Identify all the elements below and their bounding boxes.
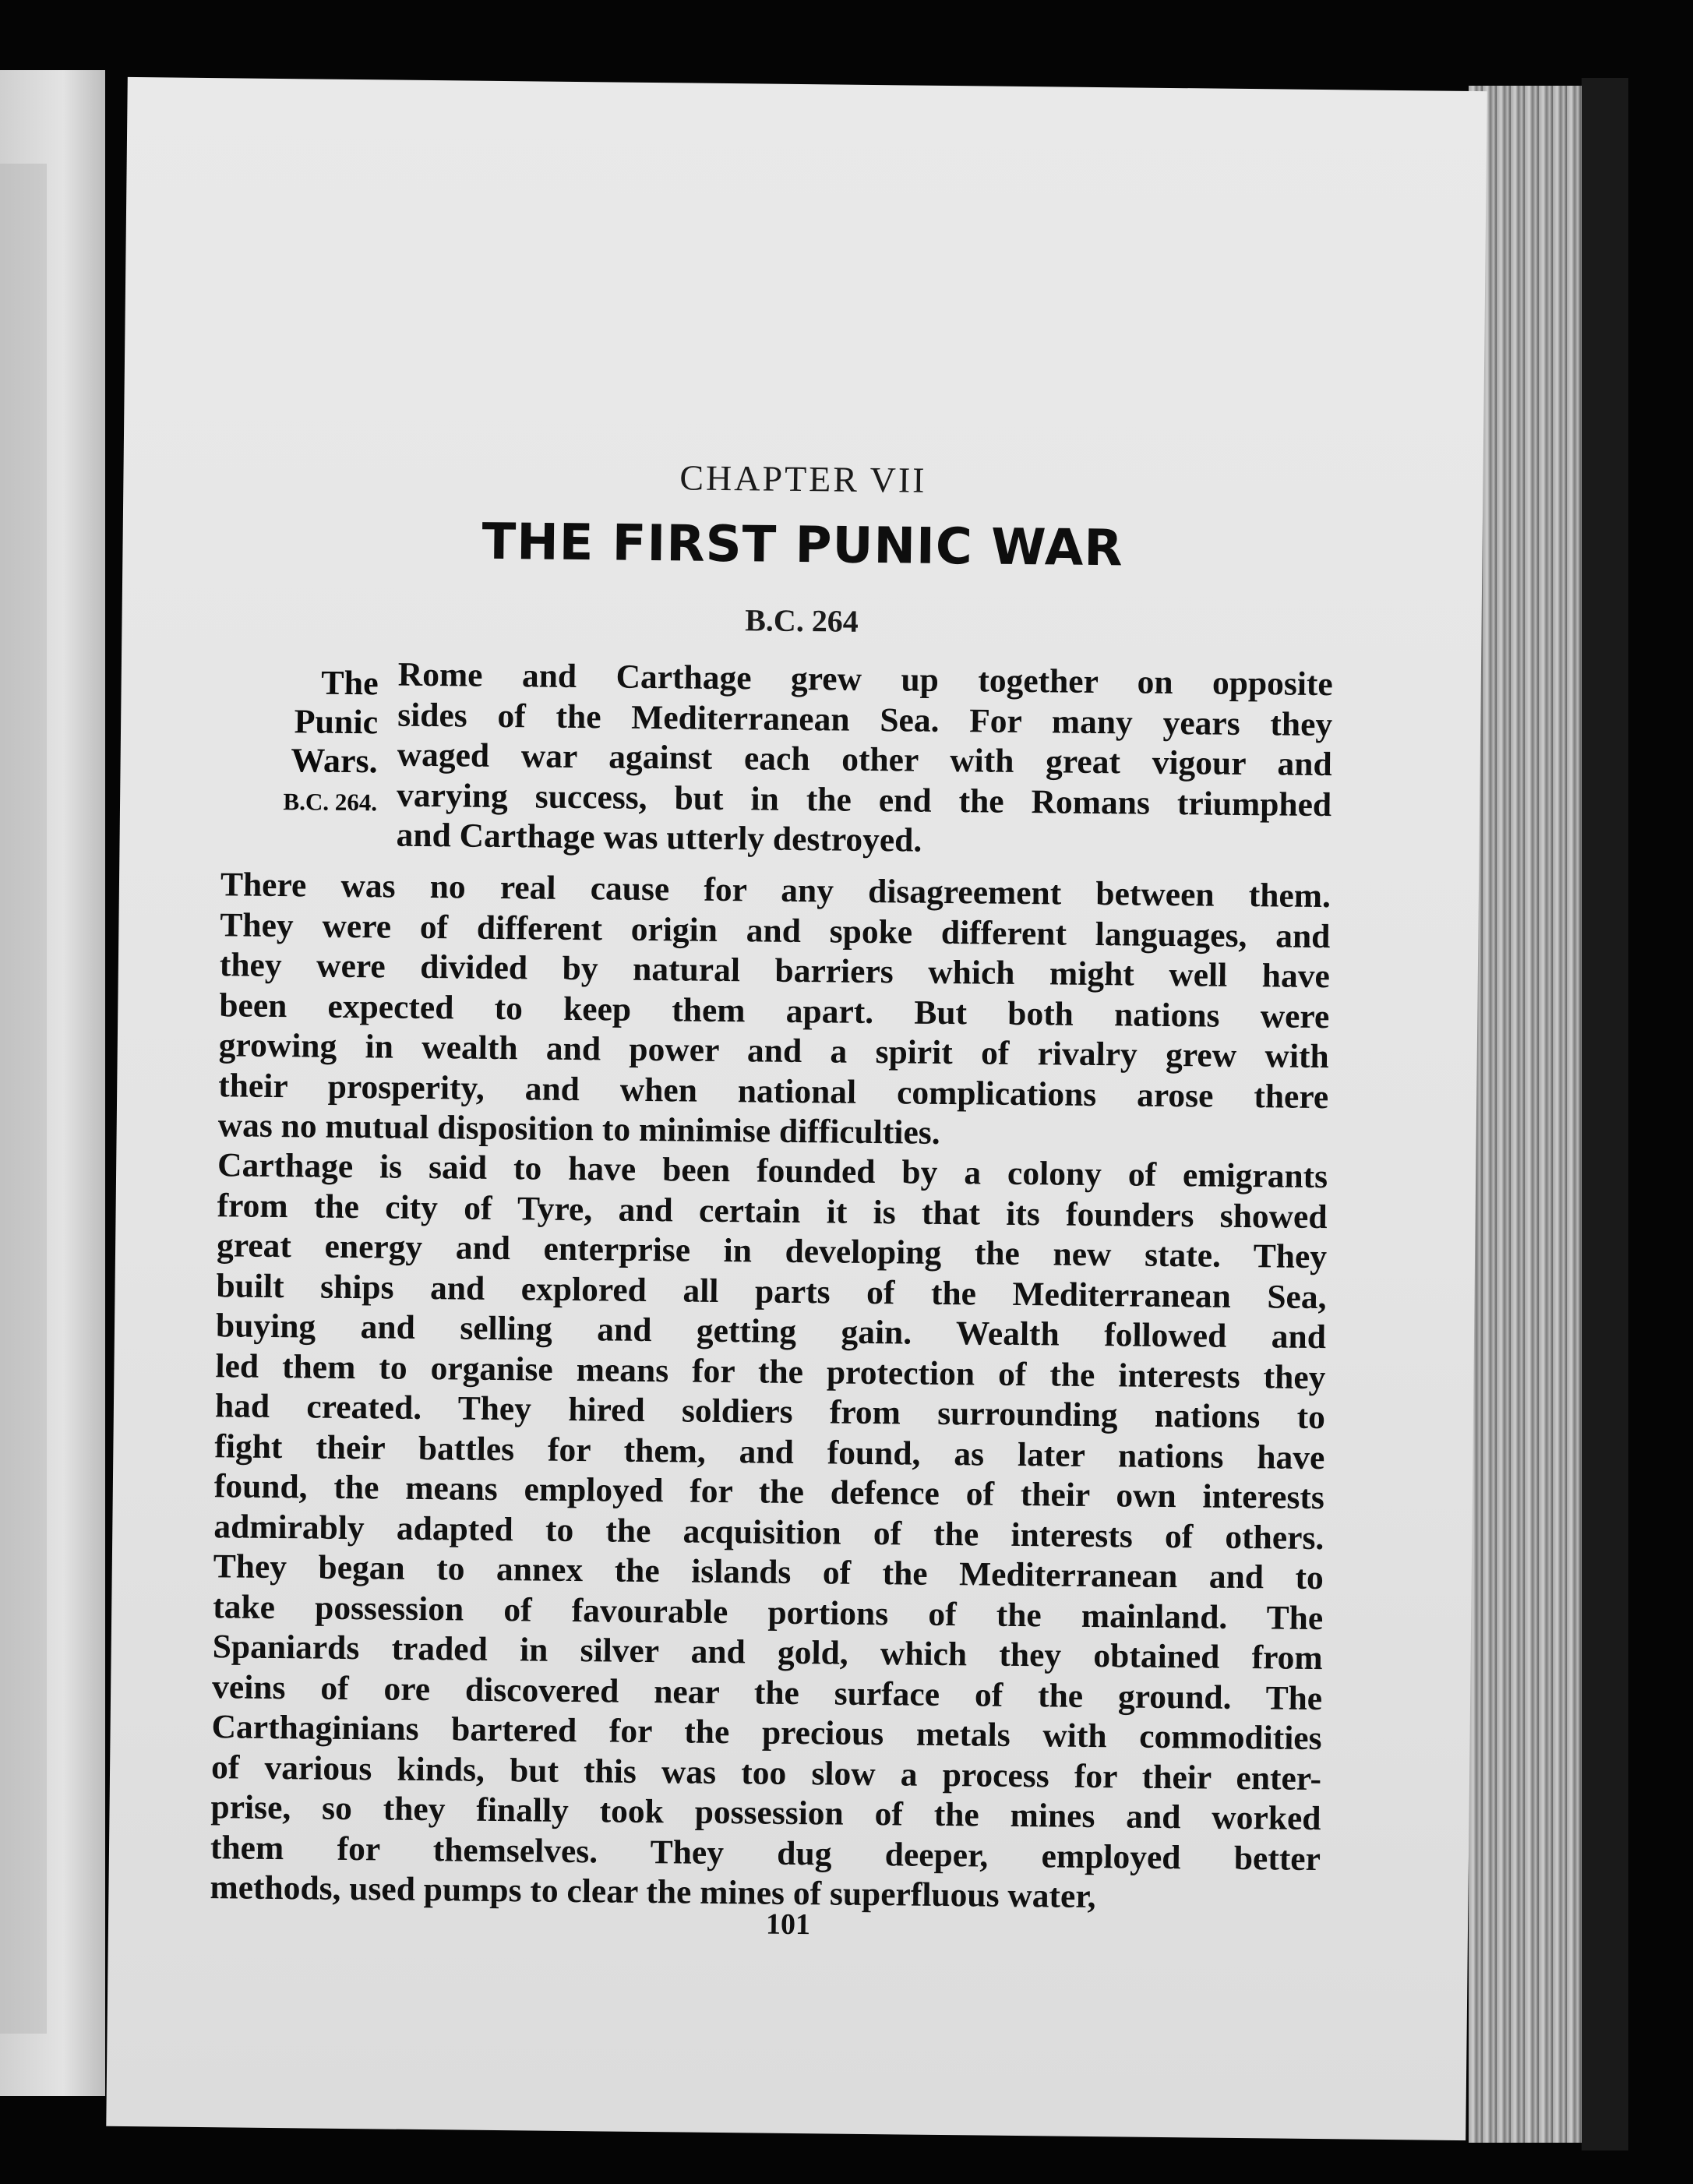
previous-page-shadow <box>0 164 47 2034</box>
chapter-title: THE FIRST PUNIC WAR <box>481 513 1123 578</box>
paragraph-line: them for themselves. They dug deeper, employed better <box>210 1828 1321 1878</box>
paragraph-line: sides of the Mediterranean Sea. For many years they <box>397 696 1333 743</box>
paragraph-line: fight their battles for them, and found, as later nations have <box>214 1427 1325 1477</box>
paragraph-line: There was no real cause for any disagreement between them. <box>220 866 1331 916</box>
page-text-block <box>106 77 1487 2140</box>
book-cover-edge <box>1582 78 1628 2150</box>
paragraph-3 <box>210 1145 1328 1919</box>
paragraph-line: and Carthage was utterly destroyed. <box>396 816 922 859</box>
paragraph-line: was no mutual disposition to minimise difficulties. <box>217 1106 940 1152</box>
paragraph-line: Spaniards traded in silver and gold, which they obtained from <box>212 1628 1323 1678</box>
paragraph-line: their prosperity, and when national complications arose there <box>218 1066 1329 1116</box>
paragraph-line: They began to annex the islands of the Mediterranean and to <box>213 1547 1324 1597</box>
paragraph-line: Carthaginians bartered for the precious metals with commodities <box>211 1708 1322 1758</box>
paragraph-line: admirably adapted to the acquisition of the interests of others. <box>213 1507 1324 1557</box>
paragraph-line: they were divided by natural barriers which might well have <box>219 946 1331 996</box>
paragraph-line: Rome and Carthage grew up together on opposite <box>397 655 1333 704</box>
paragraph-line: They were of different origin and spoke different languages, and <box>220 905 1331 955</box>
previous-page-edge <box>0 70 105 2096</box>
paragraph-line: found, the means employed for the defence of their own interests <box>213 1467 1325 1517</box>
book-page <box>106 77 1487 2140</box>
sidenote-line-3: Wars. <box>291 741 378 781</box>
sidenote-line-1: The <box>321 663 379 703</box>
paragraph-line: methods, used pumps to clear the mines of superfluous water, <box>210 1868 1096 1916</box>
page-stack-edge <box>1469 86 1585 2143</box>
paragraph-line: from the city of Tyre, and certain it is that its founders showed <box>217 1186 1328 1236</box>
margin-sidenote <box>221 662 379 820</box>
paragraph-line: varying success, but in the end the Romans triumphed <box>396 776 1332 824</box>
page-number: 101 <box>765 1907 811 1942</box>
paragraph-line: prise, so they finally took possession of the mines and worked <box>210 1788 1321 1838</box>
paragraph-line: built ships and explored all parts of the Mediterranean Sea, <box>216 1266 1327 1316</box>
paragraph-2 <box>217 865 1331 1157</box>
paragraph-line: led them to organise means for the protection of the interests they <box>215 1346 1326 1396</box>
paragraph-line: Carthage is said to have been founded by a colony of emigrants <box>217 1146 1328 1196</box>
sidenote-line-2: Punic <box>294 702 379 742</box>
sidenote-date: B.C. 264. <box>283 788 378 817</box>
chapter-label: CHAPTER VII <box>679 457 927 500</box>
paragraph-line: waged war against each other with great vigour and <box>397 736 1332 784</box>
paragraph-line: been expected to keep them apart. But both nations were <box>219 986 1330 1036</box>
paragraph-line: had created. They hired soldiers from surrounding nations to <box>214 1387 1326 1437</box>
paragraph-line: veins of ore discovered near the surface of the ground. The <box>211 1667 1323 1717</box>
paragraph-line: great energy and enterprise in developing the new state. They <box>216 1226 1328 1276</box>
chapter-date: B.C. 264 <box>745 602 859 639</box>
paragraph-line: take possession of favourable portions of the mainland. The <box>213 1587 1324 1637</box>
paragraph-line: growing in wealth and power and a spirit of rivalry grew with <box>218 1026 1329 1076</box>
paragraph-line: buying and selling and getting gain. Wealth followed and <box>215 1307 1327 1357</box>
paragraph-line: of various kinds, but this was too slow a process for their enter- <box>210 1748 1322 1798</box>
paragraph-1 <box>396 655 1333 866</box>
